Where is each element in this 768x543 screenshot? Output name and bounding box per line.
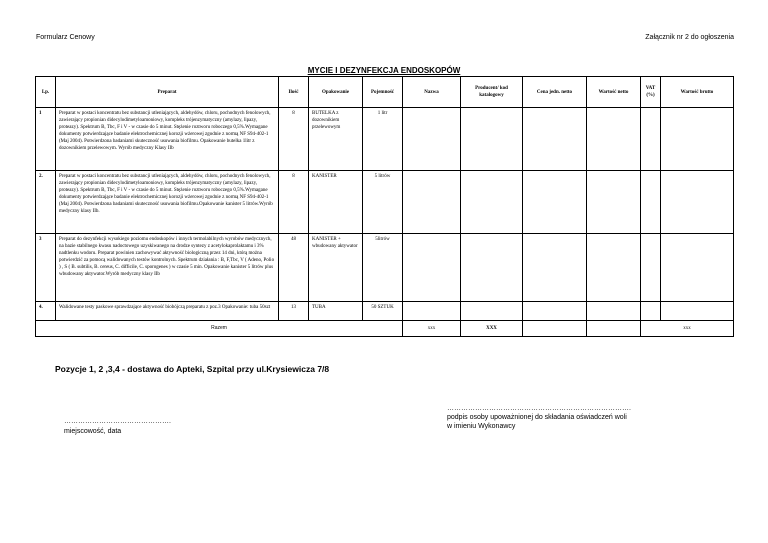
col-header-pojemnosc: Pojemność	[363, 77, 403, 108]
sum-cena: XXX	[461, 321, 523, 337]
col-header-nazwa: Nazwa	[403, 77, 461, 108]
cell-lp: 4.	[36, 302, 56, 321]
signature-label-right-1: podpis osoby upoważnionej do składania oświadczeń woli	[447, 414, 627, 421]
cell-ilosc: 8	[279, 108, 309, 171]
page-title: MYCIE I DEZYNFEKCJA ENDOSKOPÓW	[307, 66, 461, 75]
form-title-left: Formularz Cenowy	[36, 34, 95, 41]
sum-row	[36, 321, 734, 337]
cell-wartosc-netto[interactable]	[587, 302, 641, 321]
cell-vat[interactable]	[641, 302, 661, 321]
cell-cena[interactable]	[523, 108, 587, 171]
cell-wartosc-netto[interactable]	[587, 234, 641, 302]
signature-label-right-2: w imieniu Wykonawcy	[447, 423, 516, 430]
col-header-producent: Producent/ kod katalogowy	[461, 77, 523, 108]
cell-producent[interactable]	[461, 302, 523, 321]
signature-authorized	[447, 404, 631, 431]
cell-wartosc-netto[interactable]	[587, 108, 641, 171]
table-row	[36, 108, 734, 171]
cell-cena[interactable]	[523, 302, 587, 321]
sum-nazwa: xxx	[403, 321, 461, 337]
cell-lp: 2.	[36, 171, 56, 234]
sum-wartosc-netto[interactable]	[587, 321, 641, 337]
cell-cena[interactable]	[523, 171, 587, 234]
cell-pojemnosc: 50 SZTUK	[363, 302, 403, 321]
cell-ilosc: 13	[279, 302, 309, 321]
cell-vat[interactable]	[641, 234, 661, 302]
cell-nazwa[interactable]	[403, 171, 461, 234]
cell-nazwa[interactable]	[403, 302, 461, 321]
price-table	[35, 76, 734, 337]
cell-wartosc-brutto[interactable]	[661, 108, 734, 171]
cell-pojemnosc: 5litrów	[363, 234, 403, 302]
col-header-preparat: Preparat	[56, 77, 279, 108]
delivery-note: Pozycje 1, 2 ,3,4 - dostawa do Apteki, Szpital przy ul.Krysiewicza 7/8	[55, 364, 330, 374]
signature-place-date	[64, 417, 171, 437]
cell-pojemnosc: 1 litr	[363, 108, 403, 171]
cell-wartosc-netto[interactable]	[587, 171, 641, 234]
cell-ilosc: 48	[279, 234, 309, 302]
cell-producent[interactable]	[461, 108, 523, 171]
attachment-label: Załącznik nr 2 do ogłoszenia	[645, 34, 734, 41]
cell-opakowanie: KANISTER + wbudowany aktywator	[309, 234, 363, 302]
table-header-row	[36, 77, 734, 108]
col-header-wartosc-brutto: Wartość brutto	[661, 77, 734, 108]
sum-vat-brutto: xxx	[641, 321, 734, 337]
cell-preparat: Walidowane testy paskowe sprawdzające aktywność biobójczą preparatu z poz.3 Opakowanie: tuba 50szt	[56, 302, 279, 321]
col-header-cena: Cena jedn. netto	[523, 77, 587, 108]
cell-wartosc-brutto[interactable]	[661, 234, 734, 302]
table-row	[36, 234, 734, 302]
cell-opakowanie: TUBA	[309, 302, 363, 321]
col-header-lp: Lp.	[36, 77, 56, 108]
col-header-ilosc: Ilość	[279, 77, 309, 108]
signature-dots-left: ……………………………………….	[64, 418, 171, 425]
cell-producent[interactable]	[461, 171, 523, 234]
cell-ilosc: 8	[279, 171, 309, 234]
col-header-vat: VAT (%)	[641, 77, 661, 108]
cell-vat[interactable]	[641, 171, 661, 234]
cell-lp: 1	[36, 108, 56, 171]
cell-nazwa[interactable]	[403, 234, 461, 302]
table-row	[36, 171, 734, 234]
cell-opakowanie: BUTELKA z dozownikiem przelewowym	[309, 108, 363, 171]
cell-preparat: Preparat do dezynfekcji wysokiego poziomu endoskopów i innych termolabilnych wyrobów medycznych, na bazie stabilnego kwasu nadoctowego uzyskiwanego na drodze syntezy z acetylokaprolaktamu i 3% nadtlenku wodoru. Preparat powinien zachowywać aktywność biologiczną przez 14 dni, którą można potwierdzić za pomocą walidowanych testów kontrolnych. Spektrum działania : B, F,Tbc, V ( Adeno, Polio ) , S ( B. subtilis, B. cereus, C. difficile, C. sporogenes ) w czasie 5 min. Opakowanie kanister 5 litrów plus wbudowany aktywator.Wyrób medyczny klasy IIb	[56, 234, 279, 302]
cell-wartosc-brutto[interactable]	[661, 302, 734, 321]
cell-preparat: Preparat w postaci koncentratu bez substancji utleniających, aldehydów, chloru, pochodnych fenolowych, zawierający propionian didecylodimetyloamoniowy, kompleks trójenzymatyczny (amylazy, lipazy, proteazy). Spektrum B, Tbc, F i V - w czasie do 5 minut. Stężenie roztworu roboczego 0,5%.Wymagane dokumenty potwierdzające badanie elektrochemicznej korozji wżerowej zgodnie z normą NF S94-402-1 (Maj 2004). Potwierdzona badaniami skuteczność usuwania biofilmu. Opakowanie butelka 1litr z dozownikiem przelewowym. Wyrób medyczny Klasy IIb	[56, 108, 279, 171]
sum-label: Razem	[36, 321, 403, 337]
signature-label-left: miejscowość, data	[64, 428, 122, 435]
cell-preparat: Preparat w postaci koncentratu bez substancji utleniających, aldehydów, chloru, pochodnych fenolowych, zawierający propionian didecylodimetyloamoniowy, kompleks trójenzymatyczny (amylazy, lipazy, proteazy). Spektrum B, Tbc, F i V - w czasie do 5 minut. Stężenie roztworu roboczego 0,5%.Wymagane dokumenty potwierdzające badanie elektrochemicznej korozji wżerowej zgodnie z normą NF S94-402-1 (Maj 2004). Potwierdzona badaniami skuteczność usuwania biofilmu.Opakowanie kanister 5 litrów.Wyrób medyczny klasy IIb.	[56, 171, 279, 234]
cell-wartosc-brutto[interactable]	[661, 171, 734, 234]
cell-opakowanie: KANISTER	[309, 171, 363, 234]
col-header-wartosc-netto: Wartość netto	[587, 77, 641, 108]
cell-pojemnosc: 5 litrów	[363, 171, 403, 234]
col-header-opakowanie: Opakowanie	[309, 77, 363, 108]
cell-nazwa[interactable]	[403, 108, 461, 171]
cell-cena[interactable]	[523, 234, 587, 302]
signature-dots-right: …………………………………………………………………….	[447, 405, 631, 412]
sum-cena-blank	[523, 321, 587, 337]
table-row	[36, 302, 734, 321]
cell-producent[interactable]	[461, 234, 523, 302]
cell-lp: 3	[36, 234, 56, 302]
cell-vat[interactable]	[641, 108, 661, 171]
